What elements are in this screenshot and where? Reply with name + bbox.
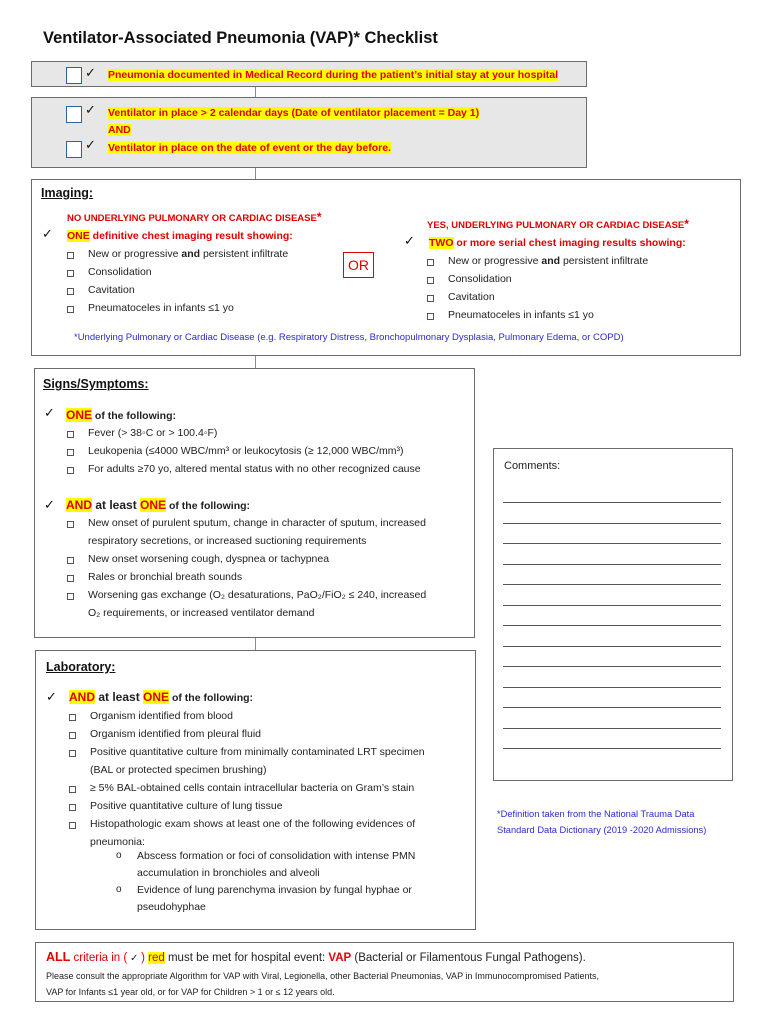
imaging-right-subtitle: TWO or more serial chest imaging results showing:	[429, 237, 686, 249]
list-item: Worsening gas exchange (O₂ desaturations, PaO₂/FiO₂ ≤ 240, increased	[88, 589, 427, 601]
item-checkbox[interactable]	[67, 593, 74, 600]
imaging-right-title: YES, UNDERLYING PULMONARY OR CARDIAC DISEASE*	[427, 217, 689, 231]
criteria-checkbox-1[interactable]	[66, 67, 82, 84]
imaging-footnote: *Underlying Pulmonary or Cardiac Disease (e.g. Respiratory Distress, Bronchopulmonary Dysplasia, Pulmonary Edema, or COPD)	[74, 332, 624, 343]
list-item: Consolidation	[448, 273, 512, 285]
criteria-checkbox-3[interactable]	[66, 141, 82, 158]
laboratory-header: Laboratory:	[46, 660, 116, 674]
list-item: Positive quantitative culture of lung tissue	[90, 800, 283, 812]
comment-line[interactable]	[503, 543, 721, 544]
criteria-box-1	[31, 61, 587, 87]
check-icon: ✓	[85, 102, 96, 117]
list-item: Positive quantitative culture from minimally contaminated LRT specimen	[90, 746, 425, 758]
list-item: respiratory secretions, or increased suctioning requirements	[88, 535, 367, 547]
list-item: Abscess formation or foci of consolidation with intense PMN	[137, 850, 416, 862]
bullet-icon: o	[116, 850, 122, 861]
comment-line[interactable]	[503, 687, 721, 688]
connector	[255, 87, 256, 97]
item-checkbox[interactable]	[427, 295, 434, 302]
or-label: OR	[343, 252, 374, 278]
item-checkbox[interactable]	[427, 259, 434, 266]
item-checkbox[interactable]	[69, 714, 76, 721]
comments-label: Comments:	[504, 460, 561, 472]
connector	[255, 638, 256, 650]
imaging-section	[31, 179, 741, 356]
laboratory-section	[35, 650, 476, 930]
comment-line[interactable]	[503, 707, 721, 708]
criteria-checkbox-2[interactable]	[66, 106, 82, 123]
list-item: Rales or bronchial breath sounds	[88, 571, 243, 583]
imaging-header: Imaging:	[41, 186, 94, 200]
imaging-left-subtitle: ONE definitive chest imaging result showing:	[67, 230, 293, 242]
page-title: Ventilator-Associated Pneumonia (VAP)* Checklist	[43, 29, 438, 47]
list-item: Pneumatoceles in infants ≤1 yo	[448, 309, 594, 321]
item-checkbox[interactable]	[69, 750, 76, 757]
comment-line[interactable]	[503, 666, 721, 667]
item-checkbox[interactable]	[67, 557, 74, 564]
list-item: Pneumatoceles in infants ≤1 yo	[88, 302, 234, 314]
item-checkbox[interactable]	[67, 252, 74, 259]
definition-note	[497, 806, 706, 838]
list-item: Leukopenia (≤4000 WBC/mm³ or leukocytosis (≥ 12,000 WBC/mm³)	[88, 445, 404, 457]
list-item: New onset worsening cough, dyspnea or tachypnea	[88, 553, 330, 565]
comment-line[interactable]	[503, 646, 721, 647]
signs-group1-title: ONE of the following:	[66, 408, 176, 422]
criteria-text-1: Pneumonia documented in Medical Record during the patient’s initial stay at your hospital	[108, 69, 559, 81]
list-item: New or progressive and persistent infiltrate	[88, 248, 289, 260]
check-icon: ✓	[85, 137, 96, 152]
item-checkbox[interactable]	[67, 306, 74, 313]
item-checkbox[interactable]	[69, 804, 76, 811]
summary-line: ALL criteria in ( ✓ ) red must be met for hospital event: VAP (Bacterial or Filamentous Fungal Pathogens).	[46, 950, 586, 964]
list-item: (BAL or protected specimen brushing)	[90, 764, 267, 776]
list-item: Organism identified from blood	[90, 710, 233, 722]
comment-line[interactable]	[503, 625, 721, 626]
list-item: Cavitation	[88, 284, 135, 296]
criteria-and: AND	[108, 124, 131, 136]
list-item: pseudohyphae	[137, 901, 206, 913]
check-icon: ✓	[85, 65, 96, 80]
list-item: Evidence of lung parenchyma invasion by fungal hyphae or	[137, 884, 412, 896]
comment-line[interactable]	[503, 523, 721, 524]
item-checkbox[interactable]	[427, 277, 434, 284]
signs-group2-title: AND at least ONE of the following:	[66, 498, 251, 512]
list-item: New onset of purulent sputum, change in character of sputum, increased	[88, 517, 426, 529]
summary-note-1: Please consult the appropriate Algorithm for VAP with Viral, Legionella, other Bacterial Pneumonias, VAP in Immunocompromised Patients,	[46, 971, 599, 981]
criteria-box-2	[31, 97, 587, 168]
item-checkbox[interactable]	[67, 449, 74, 456]
item-checkbox[interactable]	[67, 288, 74, 295]
item-checkbox[interactable]	[427, 313, 434, 320]
item-checkbox[interactable]	[67, 575, 74, 582]
list-item: Cavitation	[448, 291, 495, 303]
definition-line: *Definition taken from the National Trauma Data	[497, 809, 695, 819]
signs-header: Signs/Symptoms:	[43, 377, 149, 391]
comment-line[interactable]	[503, 564, 721, 565]
list-item: New or progressive and persistent infiltrate	[448, 255, 649, 267]
check-icon: ✓	[44, 497, 55, 512]
check-icon: ✓	[46, 689, 57, 704]
list-item: Fever (> 38◦C or > 100.4◦F)	[88, 427, 218, 439]
list-item: Histopathologic exam shows at least one of the following evidences of	[90, 818, 416, 830]
check-icon: ✓	[404, 233, 415, 248]
item-checkbox[interactable]	[67, 467, 74, 474]
signs-section	[34, 368, 475, 638]
item-checkbox[interactable]	[69, 822, 76, 829]
item-checkbox[interactable]	[67, 431, 74, 438]
list-item: pneumonia:	[90, 836, 145, 848]
criteria-text-2: Ventilator in place > 2 calendar days (Date of ventilator placement = Day 1)	[108, 107, 480, 119]
imaging-left-title: NO UNDERLYING PULMONARY OR CARDIAC DISEASE*	[67, 210, 322, 224]
comment-line[interactable]	[503, 728, 721, 729]
connector	[255, 356, 256, 368]
comments-box[interactable]	[493, 448, 733, 781]
item-checkbox[interactable]	[67, 270, 74, 277]
check-icon: ✓	[42, 226, 53, 241]
comment-line[interactable]	[503, 502, 721, 503]
list-item: accumulation in bronchioles and alveoli	[137, 867, 320, 879]
list-item: For adults ≥70 yo, altered mental status with no other recognized cause	[88, 463, 421, 475]
bullet-icon: o	[116, 884, 122, 895]
bottom-summary	[35, 942, 734, 1002]
item-checkbox[interactable]	[69, 786, 76, 793]
laboratory-title: AND at least ONE of the following:	[69, 690, 254, 704]
check-icon: ✓	[44, 405, 55, 420]
criteria-text-3: Ventilator in place on the date of event or the day before.	[108, 142, 391, 154]
list-item: Consolidation	[88, 266, 152, 278]
list-item: Organism identified from pleural fluid	[90, 728, 261, 740]
comment-line[interactable]	[503, 584, 721, 585]
list-item: O₂ requirements, or increased ventilator demand	[88, 607, 315, 619]
definition-line: Standard Data Dictionary (2019 -2020 Admissions)	[497, 825, 707, 835]
item-checkbox[interactable]	[67, 521, 74, 528]
list-item: ≥ 5% BAL-obtained cells contain intracellular bacteria on Gram’s stain	[90, 782, 415, 794]
comment-line[interactable]	[503, 748, 721, 749]
connector	[255, 168, 256, 179]
item-checkbox[interactable]	[69, 732, 76, 739]
summary-note-2: VAP for Infants ≤1 year old, or for VAP for Children > 1 or ≤ 12 years old.	[46, 987, 335, 997]
comment-line[interactable]	[503, 605, 721, 606]
